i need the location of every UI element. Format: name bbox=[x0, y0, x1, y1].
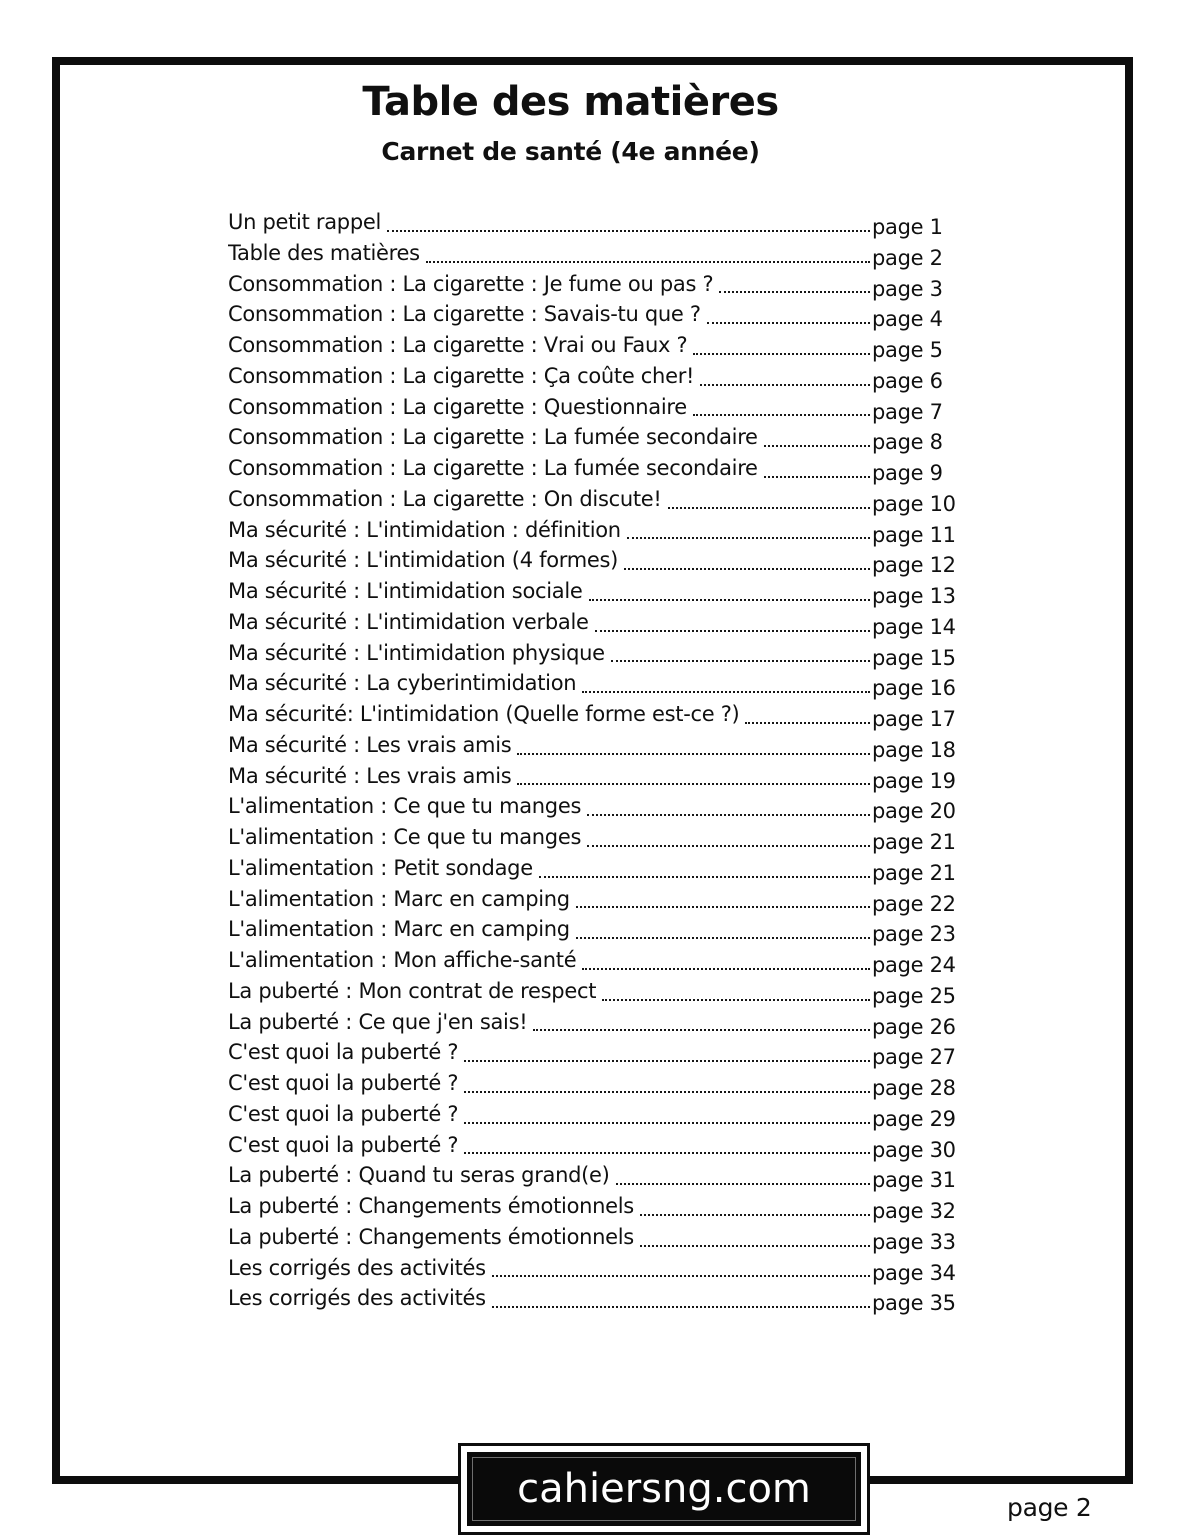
toc-entry-label: L'alimentation : Marc en camping bbox=[228, 886, 570, 911]
toc-entry bbox=[228, 948, 954, 979]
toc-entry-label: L'alimentation : Petit sondage bbox=[228, 855, 533, 880]
toc-entry-page: page 10 bbox=[872, 491, 956, 516]
toc-entry-page: page 12 bbox=[872, 553, 956, 578]
toc-leader-dots bbox=[668, 507, 870, 509]
toc-entry-label: L'alimentation : Marc en camping bbox=[228, 917, 570, 942]
toc-entry-label: L'alimentation : Mon affiche-santé bbox=[228, 948, 577, 972]
toc-entry-label: La puberté : Mon contrat de respect bbox=[228, 978, 597, 1003]
toc-entry bbox=[228, 733, 954, 764]
toc-entry-page: page 4 bbox=[872, 307, 943, 332]
toc-entry-page: page 21 bbox=[872, 830, 956, 854]
toc-entry-label: Ma sécurité : Les vrais amis bbox=[228, 763, 512, 788]
toc-entry-page: page 6 bbox=[872, 368, 943, 393]
toc-leader-dots bbox=[640, 1214, 870, 1216]
toc-leader-dots bbox=[616, 1183, 870, 1185]
toc-entry bbox=[228, 1010, 954, 1041]
toc-entry-page: page 20 bbox=[872, 799, 956, 824]
toc-entry-page: page 26 bbox=[872, 1014, 956, 1039]
toc-entry bbox=[228, 487, 954, 518]
toc-entry-page: page 35 bbox=[872, 1291, 956, 1316]
toc-entry-label: C'est quoi la puberté ? bbox=[228, 1101, 459, 1126]
toc-leader-dots bbox=[539, 876, 870, 878]
toc-entry-label: La puberté : Changements émotionnels bbox=[228, 1194, 634, 1218]
toc-entry bbox=[228, 856, 954, 887]
toc-leader-dots bbox=[517, 783, 870, 785]
toc-entry-page: page 25 bbox=[872, 983, 956, 1008]
toc-leader-dots bbox=[595, 630, 870, 632]
toc-entry bbox=[228, 1194, 954, 1225]
toc-leader-dots bbox=[693, 353, 870, 355]
document-page-frame bbox=[52, 57, 1133, 1522]
toc-entry bbox=[228, 702, 954, 733]
toc-entry bbox=[228, 518, 954, 549]
toc-leader-dots bbox=[426, 261, 870, 263]
toc-leader-dots bbox=[464, 1060, 870, 1062]
toc-entry-page: page 22 bbox=[872, 891, 956, 916]
toc-entry bbox=[228, 210, 954, 241]
toc-entry-label: C'est quoi la puberté ? bbox=[228, 1040, 459, 1065]
toc-entry-page: page 1 bbox=[872, 215, 943, 239]
toc-entry-page: page 17 bbox=[872, 707, 956, 731]
toc-entry bbox=[228, 548, 954, 579]
toc-leader-dots bbox=[582, 968, 870, 970]
toc-entry-page: page 28 bbox=[872, 1076, 956, 1100]
toc-entry bbox=[228, 1286, 954, 1317]
toc-entry-label: Consommation : La cigarette : Ça coûte cher! bbox=[228, 363, 695, 388]
toc-entry-page: page 13 bbox=[872, 584, 956, 608]
toc-entry-page: page 31 bbox=[872, 1168, 956, 1193]
toc-entry bbox=[228, 825, 954, 856]
toc-entry bbox=[228, 272, 954, 303]
toc-entry-label: Consommation : La cigarette : La fumée secondaire bbox=[228, 425, 758, 450]
toc-entry bbox=[228, 1133, 954, 1164]
toc-entry-label: L'alimentation : Ce que tu manges bbox=[228, 825, 582, 849]
toc-entry-page: page 9 bbox=[872, 461, 943, 485]
toc-leader-dots bbox=[764, 445, 870, 447]
toc-entry-label: Ma sécurité : L'intimidation physique bbox=[228, 640, 605, 665]
toc-leader-dots bbox=[533, 1029, 870, 1031]
toc-entry bbox=[228, 887, 954, 918]
toc-leader-dots bbox=[582, 691, 870, 693]
toc-entry-label: Consommation : La cigarette : Je fume ou pas ? bbox=[228, 271, 714, 296]
toc-entry-label: Consommation : La cigarette : Questionnaire bbox=[228, 394, 687, 419]
toc-leader-dots bbox=[576, 906, 870, 908]
toc-entry-label: C'est quoi la puberté ? bbox=[228, 1071, 459, 1095]
toc-entry-label: Consommation : La cigarette : Savais-tu que ? bbox=[228, 302, 701, 327]
toc-entry bbox=[228, 333, 954, 364]
toc-entry-label: Consommation : La cigarette : La fumée secondaire bbox=[228, 456, 758, 480]
toc-entry bbox=[228, 1225, 954, 1256]
toc-entry-label: Table des matières bbox=[228, 240, 420, 265]
toc-entry bbox=[228, 979, 954, 1010]
toc-entry-label: Ma sécurité : L'intimidation : définition bbox=[228, 517, 621, 542]
toc-entry-page: page 11 bbox=[872, 522, 956, 547]
toc-entry-label: La puberté : Changements émotionnels bbox=[228, 1224, 634, 1249]
toc-entry-label: La puberté : Ce que j'en sais! bbox=[228, 1009, 528, 1034]
toc-entry-page: page 5 bbox=[872, 338, 943, 362]
toc-entry-label: La puberté : Quand tu seras grand(e) bbox=[228, 1163, 610, 1188]
toc-leader-dots bbox=[700, 384, 870, 386]
page-subtitle: Carnet de santé (4e année) bbox=[381, 137, 760, 166]
toc-entry-label: Consommation : La cigarette : Vrai ou Faux ? bbox=[228, 333, 688, 357]
toc-entry bbox=[228, 456, 954, 487]
toc-entry-page: page 15 bbox=[872, 645, 956, 670]
toc-leader-dots bbox=[464, 1091, 870, 1093]
toc-entry bbox=[228, 794, 954, 825]
toc-entry-label: Ma sécurité : L'intimidation (4 formes) bbox=[228, 548, 619, 573]
toc-leader-dots bbox=[517, 753, 870, 755]
toc-entry-label: Les corrigés des activités bbox=[228, 1255, 486, 1280]
toc-leader-dots bbox=[492, 1306, 870, 1308]
toc-entry bbox=[228, 917, 954, 948]
toc-entry-label: Consommation : La cigarette : On discute! bbox=[228, 486, 662, 511]
toc-entry-page: page 19 bbox=[872, 768, 956, 793]
toc-entry-page: page 2 bbox=[872, 245, 943, 270]
toc-leader-dots bbox=[589, 599, 871, 601]
toc-entry-page: page 21 bbox=[872, 860, 956, 885]
toc-entry-label: L'alimentation : Ce que tu manges bbox=[228, 794, 582, 819]
toc-leader-dots bbox=[693, 414, 870, 416]
toc-entry bbox=[228, 1071, 954, 1102]
footer-brand-box bbox=[458, 1443, 870, 1535]
toc-leader-dots bbox=[745, 722, 870, 724]
toc-entry bbox=[228, 425, 954, 456]
corner-page-number: page 2 bbox=[1007, 1493, 1092, 1522]
toc-entry-page: page 24 bbox=[872, 953, 956, 977]
toc-entry bbox=[228, 641, 954, 672]
toc-entry-page: page 3 bbox=[872, 276, 943, 301]
toc-entry-page: page 27 bbox=[872, 1045, 956, 1070]
toc-entry-label: Un petit rappel bbox=[228, 210, 382, 234]
toc-entry-page: page 32 bbox=[872, 1199, 956, 1223]
toc-entry-label: Ma sécurité : La cyberintimidation bbox=[228, 671, 577, 696]
toc-entry-page: page 7 bbox=[872, 399, 943, 424]
toc-entry bbox=[228, 1256, 954, 1287]
toc-list bbox=[228, 210, 954, 1317]
toc-entry-page: page 33 bbox=[872, 1229, 956, 1254]
toc-entry bbox=[228, 1040, 954, 1071]
toc-entry-page: page 29 bbox=[872, 1106, 956, 1131]
toc-entry-label: Ma sécurité : Les vrais amis bbox=[228, 732, 512, 757]
toc-leader-dots bbox=[587, 814, 870, 816]
toc-leader-dots bbox=[464, 1122, 870, 1124]
toc-entry-page: page 16 bbox=[872, 676, 956, 701]
toc-entry bbox=[228, 395, 954, 426]
toc-leader-dots bbox=[576, 937, 870, 939]
toc-entry-page: page 8 bbox=[872, 430, 943, 455]
toc-entry-label: Ma sécurité : L'intimidation verbale bbox=[228, 609, 589, 634]
toc-entry bbox=[228, 610, 954, 641]
toc-leader-dots bbox=[387, 230, 870, 232]
toc-entry bbox=[228, 1102, 954, 1133]
toc-entry-page: page 18 bbox=[872, 737, 956, 762]
toc-leader-dots bbox=[627, 537, 870, 539]
toc-leader-dots bbox=[492, 1275, 870, 1277]
toc-entry-page: page 30 bbox=[872, 1137, 956, 1162]
toc-leader-dots bbox=[587, 845, 870, 847]
toc-leader-dots bbox=[624, 568, 870, 570]
toc-entry-label: C'est quoi la puberté ? bbox=[228, 1132, 459, 1157]
toc-leader-dots bbox=[464, 1152, 870, 1154]
toc-leader-dots bbox=[602, 999, 870, 1001]
toc-entry-page: page 14 bbox=[872, 614, 956, 639]
toc-entry bbox=[228, 764, 954, 795]
toc-entry bbox=[228, 671, 954, 702]
toc-entry-label: Ma sécurité: L'intimidation (Quelle forme est-ce ?) bbox=[228, 702, 740, 726]
toc-leader-dots bbox=[611, 660, 870, 662]
toc-entry-page: page 23 bbox=[872, 922, 956, 947]
toc-entry-label: Les corrigés des activités bbox=[228, 1286, 486, 1311]
toc-entry-page: page 34 bbox=[872, 1260, 956, 1285]
toc-leader-dots bbox=[640, 1245, 870, 1247]
toc-entry bbox=[228, 302, 954, 333]
toc-leader-dots bbox=[764, 476, 870, 478]
toc-leader-dots bbox=[707, 322, 870, 324]
toc-leader-dots bbox=[719, 291, 870, 293]
toc-entry bbox=[228, 241, 954, 272]
footer-brand-text: cahiersng.com bbox=[517, 1466, 811, 1512]
toc-entry bbox=[228, 364, 954, 395]
footer-brand-box-fill bbox=[467, 1452, 861, 1526]
toc-entry-label: Ma sécurité : L'intimidation sociale bbox=[228, 579, 583, 603]
toc-entry bbox=[228, 1163, 954, 1194]
page-title: Table des matières bbox=[362, 79, 779, 125]
toc-entry bbox=[228, 579, 954, 610]
